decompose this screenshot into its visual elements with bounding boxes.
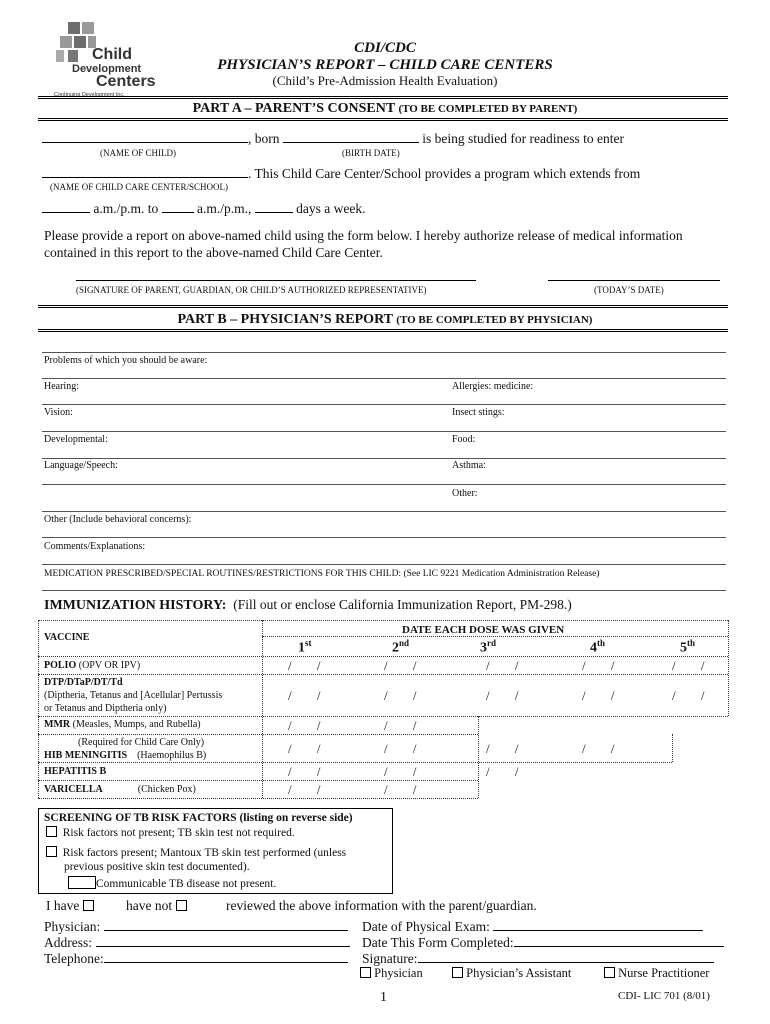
polio-row-label: POLIO (OPV OR IPV) <box>44 660 141 671</box>
physician-name-field[interactable] <box>104 919 348 931</box>
today-date-label: (TODAY’S DATE) <box>594 285 664 295</box>
form-title-2: PHYSICIAN’S REPORT – CHILD CARE CENTERS <box>217 57 553 73</box>
tb-option-3-checkbox[interactable] <box>68 876 96 889</box>
allergies-medicine-field[interactable]: Allergies: medicine: <box>452 381 534 392</box>
have-checkbox[interactable] <box>83 900 94 911</box>
dtp-dose-1[interactable]: / / <box>288 688 321 703</box>
var-dose-1[interactable]: / / <box>288 782 321 797</box>
dtp-dose-2[interactable]: / / <box>384 688 417 703</box>
tb-heading: SCREENING OF TB RISK FACTORS (listing on reverse side) <box>44 812 353 824</box>
parent-signature-field[interactable] <box>76 280 476 281</box>
authorization-line-1: Please provide a report on above-named child using the form below. I hereby authorize release of medical information <box>44 228 683 243</box>
credential-options: Physician <box>360 966 423 981</box>
dose-5-header: 5th <box>680 638 696 656</box>
have-not-checkbox[interactable] <box>176 900 187 911</box>
address-field[interactable] <box>96 935 350 947</box>
tb-option-1: Risk factors not present; TB skin test not required. <box>46 826 295 839</box>
review-have-not: have not <box>126 898 187 914</box>
divider <box>38 305 728 308</box>
polio-dose-4[interactable]: / / <box>582 658 615 673</box>
center-name-label: (NAME OF CHILD CARE CENTER/SCHOOL) <box>50 182 229 192</box>
child-line: , born is being studied for readiness to enter <box>42 131 624 147</box>
tb-option-2-cont: previous positive skin test documented). <box>64 861 250 873</box>
polio-dose-1[interactable]: / / <box>288 658 321 673</box>
dose-3-header: 3rd <box>480 638 496 656</box>
exam-date-line: Date of Physical Exam: <box>362 919 703 935</box>
end-time-field[interactable] <box>162 201 194 213</box>
medication-field[interactable]: MEDICATION PRESCRIBED/SPECIAL ROUTINES/RESTRICTIONS FOR THIS CHILD: (See LIC 9221 Medication Administration Release) <box>44 569 600 579</box>
asthma-field[interactable]: Asthma: <box>452 460 486 471</box>
mmr-dose-1[interactable]: / / <box>288 718 321 733</box>
part-b-heading: PART B – PHYSICIAN’S REPORT (TO BE COMPLETED BY PHYSICIAN) <box>177 312 593 327</box>
days-field[interactable] <box>255 201 293 213</box>
dtp-dose-3[interactable]: / / <box>486 688 519 703</box>
language-speech-field[interactable]: Language/Speech: <box>44 460 118 471</box>
review-text: reviewed the above information with the parent/guardian. <box>226 898 537 913</box>
review-line: I have <box>46 898 94 914</box>
today-date-field[interactable] <box>548 280 720 281</box>
authorization-line-2: contained in this report to the above-named Child Care Center. <box>44 245 383 260</box>
mmr-dose-2[interactable]: / / <box>384 718 417 733</box>
hib-row-label: HIB MENINGITIS (Haemophilus B) <box>44 750 207 761</box>
dtp-row-label: DTP/DTaP/DT/Td <box>44 677 123 688</box>
completed-date-field[interactable] <box>514 935 724 947</box>
immunization-heading: IMMUNIZATION HISTORY: (Fill out or enclose California Immunization Report, PM-298.) <box>44 597 572 613</box>
form-title-1: CDI/CDC <box>354 40 416 56</box>
birth-date-field[interactable] <box>283 131 419 143</box>
schedule-line: a.m./p.m. to a.m./p.m., days a week. <box>42 201 365 217</box>
tb-option-3: Communicable TB disease not present. <box>68 876 276 890</box>
physician-checkbox[interactable] <box>360 967 371 978</box>
dtp-row-desc-2: or Tetanus and Diptheria only) <box>44 703 167 714</box>
hib-dose-4[interactable]: / / <box>582 741 615 756</box>
name-of-child-label: (NAME OF CHILD) <box>100 148 176 158</box>
hib-dose-2[interactable]: / / <box>384 741 417 756</box>
telephone-line: Telephone: <box>44 951 348 967</box>
logo-line1: Child <box>92 46 132 63</box>
insect-stings-field[interactable]: Insect stings: <box>452 407 505 418</box>
comments-field[interactable]: Comments/Explanations: <box>44 541 146 552</box>
hep-dose-2[interactable]: / / <box>384 764 417 779</box>
birth-date-label: (BIRTH DATE) <box>342 148 400 158</box>
other-concerns-field[interactable]: Other (Include behavioral concerns): <box>44 514 192 525</box>
center-line: . This Child Care Center/School provides a program which extends from <box>42 166 640 182</box>
completed-date-line: Date This Form Completed: <box>362 935 724 951</box>
divider <box>38 329 728 332</box>
dose-1-header: 1st <box>298 638 312 656</box>
dtp-dose-5[interactable]: / / <box>672 688 705 703</box>
var-dose-2[interactable]: / / <box>384 782 417 797</box>
food-field[interactable]: Food: <box>452 434 476 445</box>
np-checkbox[interactable] <box>604 967 615 978</box>
logo-line3: Centers <box>96 73 156 90</box>
hib-dose-1[interactable]: / / <box>288 741 321 756</box>
mmr-row-label: MMR (Measles, Mumps, and Rubella) <box>44 719 201 730</box>
part-a-heading: PART A – PARENT’S CONSENT (TO BE COMPLETED BY PARENT) <box>192 101 578 116</box>
polio-dose-5[interactable]: / / <box>672 658 705 673</box>
divider <box>38 118 728 121</box>
center-name-field[interactable] <box>42 166 248 178</box>
polio-dose-3[interactable]: / / <box>486 658 519 673</box>
form-number: CDI- LIC 701 (8/01) <box>618 990 710 1002</box>
tb-option-1-checkbox[interactable] <box>46 826 57 837</box>
vision-field[interactable]: Vision: <box>44 407 73 418</box>
dose-4-header: 4th <box>590 638 606 656</box>
dose-2-header: 2nd <box>392 638 410 656</box>
start-time-field[interactable] <box>42 201 90 213</box>
physician-name-line: Physician: <box>44 919 348 935</box>
hepatitis-b-row-label: HEPATITIS B <box>44 766 107 777</box>
dtp-dose-4[interactable]: / / <box>582 688 615 703</box>
hib-row-note: (Required for Child Care Only) <box>78 737 205 748</box>
address-line: Address: <box>44 935 350 951</box>
polio-dose-2[interactable]: / / <box>384 658 417 673</box>
hib-dose-3[interactable]: / / <box>486 741 519 756</box>
divider <box>38 96 728 99</box>
exam-date-field[interactable] <box>493 919 703 931</box>
logo-tagline: Continuing Development Inc. <box>54 92 125 98</box>
signature-line: Signature: <box>362 951 714 967</box>
logo-line2: Development <box>72 63 142 75</box>
dtp-row-desc-1: (Diptheria, Tetanus and [Acellular] Pertussis <box>44 690 223 701</box>
hep-dose-3[interactable]: / / <box>486 764 519 779</box>
hearing-field[interactable]: Hearing: <box>44 381 79 392</box>
child-name-field[interactable] <box>42 131 248 143</box>
other-allergy-field[interactable]: Other: <box>452 488 478 499</box>
developmental-field[interactable]: Developmental: <box>44 434 108 445</box>
page-number: 1 <box>380 990 387 1005</box>
telephone-field[interactable] <box>104 951 348 963</box>
hep-dose-1[interactable]: / / <box>288 764 321 779</box>
varicella-row-label: VARICELLA (Chicken Pox) <box>44 784 196 795</box>
problems-field[interactable]: Problems of which you should be aware: <box>44 355 208 366</box>
form-subtitle: (Child’s Pre-Admission Health Evaluation) <box>272 73 498 88</box>
physician-signature-field[interactable] <box>418 951 714 963</box>
tb-option-2: Risk factors present; Mantoux TB skin test performed (unless <box>46 846 346 859</box>
vaccine-column-header: VACCINE <box>44 632 90 643</box>
date-column-header: DATE EACH DOSE WAS GIVEN <box>402 624 565 636</box>
signature-label: (SIGNATURE OF PARENT, GUARDIAN, OR CHILD’S AUTHORIZED REPRESENTATIVE) <box>76 285 427 295</box>
tb-option-2-checkbox[interactable] <box>46 846 57 857</box>
pa-checkbox[interactable] <box>452 967 463 978</box>
